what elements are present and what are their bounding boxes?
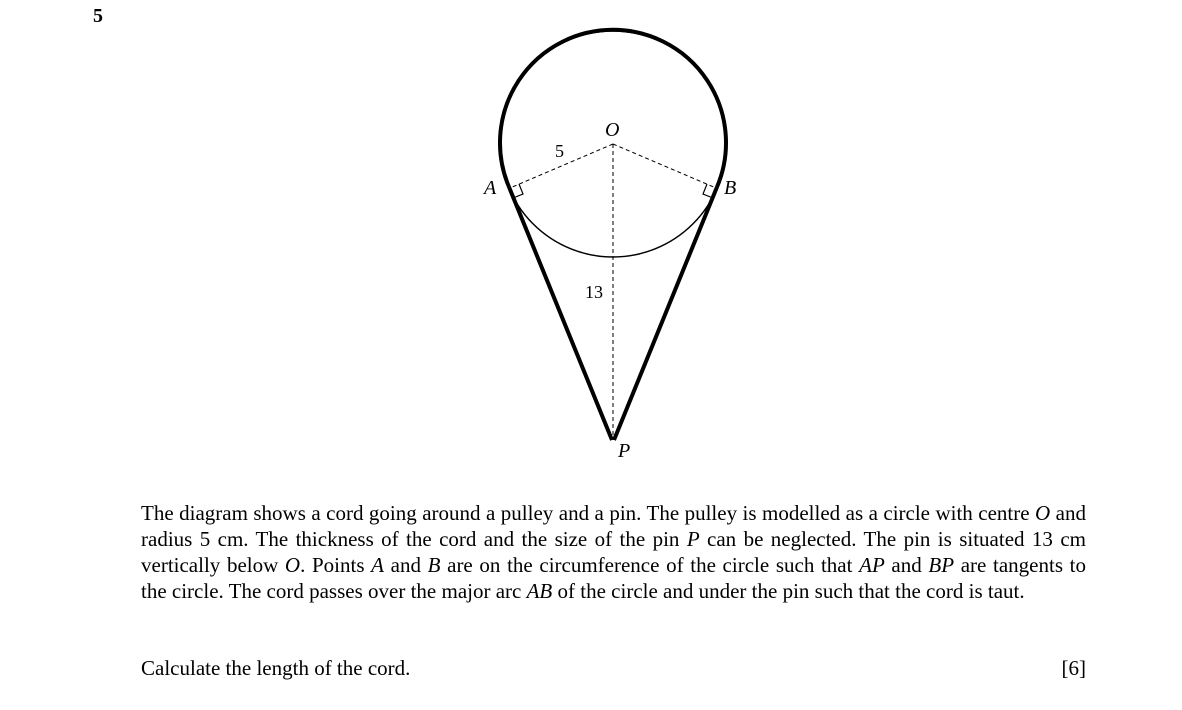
question-paragraph: The diagram shows a cord going around a pulley and a pin. The pulley is modelled as a circle with centre O and radius 5 cm. The thickness of the cord and the size of the pin P can be neglected. The pin is situated 13 cm vertically below O. Points A and B are on the circumference of the circle such that AP and BP are tangents to the circle. The cord passes over the major arc AB of the circle and under the pin such that the cord is taut.: [141, 501, 1086, 603]
distance-label: 13: [585, 282, 603, 302]
question-instruction: Calculate the length of the cord.: [141, 656, 411, 680]
cord-major-arc: [500, 30, 726, 187]
math-symbol: O: [1035, 501, 1051, 525]
label-b: B: [724, 177, 737, 199]
math-symbol: O: [284, 553, 301, 577]
label-p: P: [618, 440, 631, 462]
question-text: [141, 500, 1086, 604]
math-symbol: P: [686, 527, 700, 551]
question-marks: [6]: [1061, 656, 1086, 680]
radius-label: 5: [555, 141, 564, 161]
cord-tangent-ap: [509, 187, 612, 440]
math-symbol: A: [371, 553, 384, 577]
math-symbol: AB: [526, 579, 553, 603]
label-o: O: [605, 119, 620, 141]
math-symbol: AP: [859, 553, 885, 577]
question-number: 5: [93, 5, 103, 27]
math-symbol: BP: [928, 553, 955, 577]
label-a: A: [484, 177, 497, 199]
cord-tangent-bp: [614, 187, 717, 440]
radius-ob: [613, 144, 716, 188]
math-symbol: B: [427, 553, 441, 577]
